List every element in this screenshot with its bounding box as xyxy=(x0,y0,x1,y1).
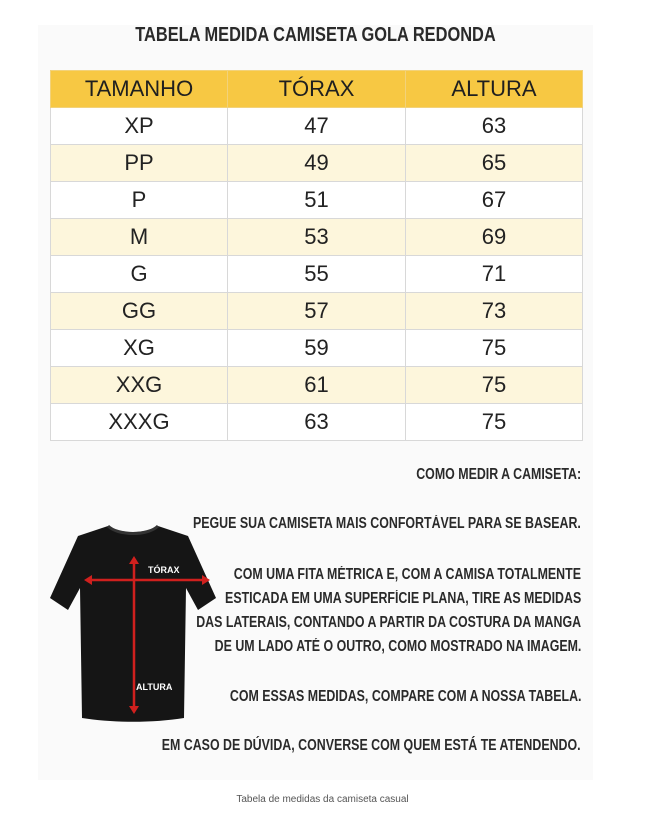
image-caption: Tabela de medidas da camiseta casual xyxy=(236,794,409,805)
cell-height: 75 xyxy=(406,330,583,367)
table-row xyxy=(51,182,583,219)
instruction-p2-line3: DAS LATERAIS, CONTANDO A PARTIR DA COSTURA DA MANGA xyxy=(196,614,581,631)
instruction-p4: EM CASO DE DÚVIDA, CONVERSE COM QUEM ESTÁ TE ATENDENDO. xyxy=(162,737,581,754)
cell-chest: 55 xyxy=(228,256,406,293)
instruction-p2-line4: DE UM LADO ATÉ O OUTRO, COMO MOSTRADO NA IMAGEM. xyxy=(214,638,581,655)
table-row xyxy=(51,219,583,256)
height-label: ALTURA xyxy=(136,682,173,692)
cell-chest: 57 xyxy=(228,293,406,330)
cell-height: 69 xyxy=(406,219,583,256)
table-row xyxy=(51,145,583,182)
cell-size: GG xyxy=(51,293,228,330)
chart-title: TABELA MEDIDA CAMISETA GOLA REDONDA xyxy=(135,24,496,46)
cell-chest: 47 xyxy=(228,108,406,145)
table-row xyxy=(51,256,583,293)
table-header-row xyxy=(51,71,583,108)
header-size: TAMANHO xyxy=(51,71,228,108)
instruction-p1: PEGUE SUA CAMISETA MAIS CONFORTÁVEL PARA SE BASEAR. xyxy=(193,515,581,532)
cell-height: 75 xyxy=(406,404,583,441)
cell-chest: 53 xyxy=(228,219,406,256)
cell-chest: 63 xyxy=(228,404,406,441)
cell-size: XXG xyxy=(51,367,228,404)
cell-height: 75 xyxy=(406,367,583,404)
cell-height: 73 xyxy=(406,293,583,330)
instruction-p2-line1: COM UMA FITA MÉTRICA E, COM A CAMISA TOTALMENTE xyxy=(233,566,581,583)
header-chest: TÓRAX xyxy=(228,71,406,108)
instruction-p2-line2: ESTICADA EM UMA SUPERFÍCIE PLANA, TIRE AS MEDIDAS xyxy=(224,590,581,607)
cell-size: XP xyxy=(51,108,228,145)
table-row xyxy=(51,293,583,330)
instructions-heading: COMO MEDIR A CAMISETA: xyxy=(416,466,581,483)
cell-size: G xyxy=(51,256,228,293)
cell-height: 65 xyxy=(406,145,583,182)
chest-label: TÓRAX xyxy=(148,565,180,575)
cell-size: XG xyxy=(51,330,228,367)
header-height: ALTURA xyxy=(406,71,583,108)
table-row xyxy=(51,404,583,441)
table-row xyxy=(51,330,583,367)
size-table xyxy=(50,70,583,441)
cell-chest: 61 xyxy=(228,367,406,404)
table-row xyxy=(51,108,583,145)
cell-height: 67 xyxy=(406,182,583,219)
tshirt-measure-illustration xyxy=(48,518,218,723)
cell-size: PP xyxy=(51,145,228,182)
cell-chest: 59 xyxy=(228,330,406,367)
cell-chest: 51 xyxy=(228,182,406,219)
cell-height: 63 xyxy=(406,108,583,145)
cell-height: 71 xyxy=(406,256,583,293)
cell-chest: 49 xyxy=(228,145,406,182)
cell-size: M xyxy=(51,219,228,256)
cell-size: P xyxy=(51,182,228,219)
instruction-p3: COM ESSAS MEDIDAS, COMPARE COM A NOSSA TABELA. xyxy=(229,688,581,705)
cell-size: XXXG xyxy=(51,404,228,441)
table-row xyxy=(51,367,583,404)
